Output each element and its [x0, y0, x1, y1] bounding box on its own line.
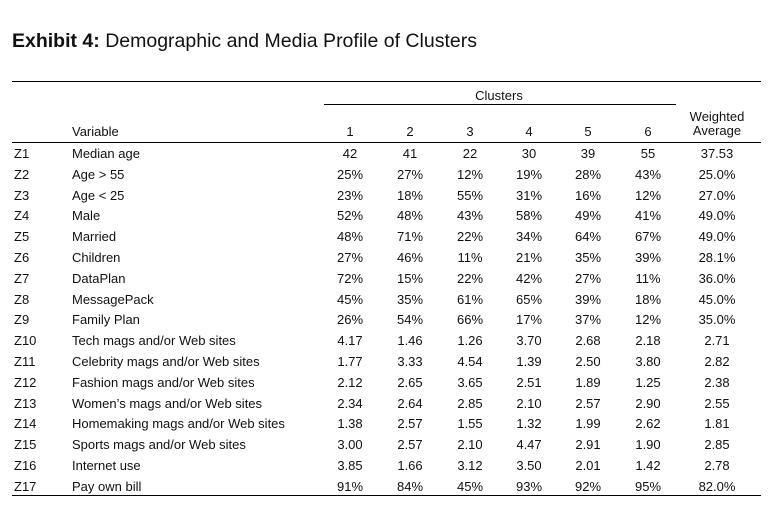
- cluster-header-4: 4: [525, 124, 533, 139]
- cluster-6-value: 95%: [634, 478, 662, 494]
- weighted-average-value: 1.81: [704, 416, 730, 432]
- header-bottom-rule: [12, 142, 761, 143]
- weighted-average-value: 35.0%: [698, 312, 736, 328]
- cluster-5-value: 64%: [574, 229, 602, 245]
- cluster-1-value: 2.34: [337, 395, 363, 411]
- cluster-3-value: 2.10: [457, 437, 483, 453]
- cluster-6-value: 39%: [634, 250, 662, 265]
- cluster-2-value: 2.65: [397, 374, 423, 390]
- cluster-5-value: 2.57: [575, 395, 601, 411]
- cluster-5-value: 92%: [574, 478, 602, 494]
- row-label: Family Plan: [72, 312, 140, 328]
- cluster-3-value: 4.54: [457, 354, 483, 369]
- cluster-1-value: 1.77: [337, 354, 363, 369]
- row-code: Z3: [14, 187, 30, 203]
- row-label: Median age: [72, 146, 140, 161]
- cluster-3-value: 12%: [456, 166, 484, 182]
- cluster-4-value: 1.39: [516, 354, 542, 369]
- cluster-1-value: 3.85: [337, 458, 363, 473]
- weighted-header-line1: Weighted: [689, 109, 745, 124]
- weighted-average-value: 2.38: [704, 374, 730, 390]
- cluster-2-value: 1.66: [397, 458, 423, 473]
- cluster-5-value: 27%: [574, 270, 602, 286]
- weighted-average-value: 36.0%: [698, 270, 736, 286]
- weighted-average-value: 2.71: [704, 333, 730, 349]
- cluster-6-value: 11%: [635, 270, 661, 286]
- cluster-1-value: 3.00: [337, 437, 363, 453]
- row-code: Z9: [14, 312, 30, 328]
- cluster-3-value: 1.55: [457, 416, 483, 432]
- weighted-average-value: 2.55: [704, 395, 730, 411]
- row-label: Internet use: [72, 458, 141, 473]
- cluster-5-value: 49%: [574, 208, 602, 224]
- cluster-2-value: 2.57: [397, 437, 423, 453]
- cluster-6-value: 2.62: [635, 416, 661, 432]
- cluster-1-value: 48%: [336, 229, 364, 245]
- exhibit-title: [12, 30, 477, 53]
- clusters-underline: [324, 104, 676, 105]
- cluster-3-value: 66%: [456, 312, 484, 328]
- row-code: Z14: [14, 416, 37, 432]
- cluster-2-value: 18%: [396, 187, 424, 203]
- cluster-5-value: 2.50: [575, 354, 601, 369]
- cluster-1-value: 72%: [336, 270, 364, 286]
- cluster-1-value: 2.12: [337, 374, 363, 390]
- cluster-2-value: 48%: [396, 208, 424, 224]
- cluster-3-value: 3.12: [457, 458, 483, 473]
- cluster-2-value: 46%: [396, 250, 424, 265]
- cluster-3-value: 22%: [456, 229, 484, 245]
- weighted-header-line2: Average: [692, 123, 742, 138]
- cluster-1-value: 4.17: [337, 333, 363, 349]
- cluster-1-value: 23%: [336, 187, 364, 203]
- cluster-2-value: 3.33: [397, 354, 423, 369]
- cluster-5-value: 39: [580, 146, 596, 161]
- cluster-4-value: 3.70: [516, 333, 542, 349]
- row-label: Homemaking mags and/or Web sites: [72, 416, 285, 432]
- cluster-5-value: 1.89: [575, 374, 601, 390]
- cluster-3-value: 61%: [456, 291, 484, 307]
- cluster-header-2: 2: [406, 124, 414, 139]
- cluster-4-value: 30: [521, 146, 537, 161]
- row-label: Male: [72, 208, 101, 224]
- cluster-5-value: 2.01: [575, 458, 601, 473]
- cluster-3-value: 43%: [456, 208, 484, 224]
- weighted-average-header: [680, 110, 754, 138]
- cluster-6-value: 1.90: [635, 437, 661, 453]
- cluster-5-value: 2.91: [575, 437, 601, 453]
- cluster-6-value: 12%: [634, 312, 662, 328]
- cluster-1-value: 26%: [336, 312, 364, 328]
- cluster-3-value: 22%: [456, 270, 484, 286]
- cluster-5-value: 39%: [574, 291, 602, 307]
- cluster-header-1: 1: [346, 124, 354, 139]
- cluster-6-value: 1.42: [635, 458, 661, 473]
- exhibit-caption: Demographic and Media Profile of Clusters: [105, 30, 477, 52]
- cluster-5-value: 35%: [574, 250, 602, 265]
- cluster-2-value: 27%: [396, 166, 424, 182]
- row-code: Z4: [14, 208, 30, 224]
- cluster-3-value: 1.26: [457, 333, 483, 349]
- cluster-6-value: 43%: [634, 166, 662, 182]
- cluster-3-value: 55%: [456, 187, 484, 203]
- row-code: Z7: [14, 270, 30, 286]
- cluster-1-value: 52%: [336, 208, 364, 224]
- cluster-2-value: 54%: [396, 312, 424, 328]
- cluster-4-value: 2.10: [516, 395, 542, 411]
- weighted-average-value: 28.1%: [698, 250, 736, 265]
- cluster-2-value: 1.46: [397, 333, 423, 349]
- cluster-5-value: 1.99: [575, 416, 601, 432]
- cluster-2-value: 2.64: [397, 395, 423, 411]
- cluster-3-value: 22: [462, 146, 478, 161]
- row-label: Age > 55: [72, 166, 125, 182]
- cluster-5-value: 37%: [574, 312, 602, 328]
- cluster-5-value: 16%: [574, 187, 602, 203]
- row-code: Z10: [14, 333, 37, 349]
- row-code: Z11: [14, 354, 36, 369]
- cluster-6-value: 18%: [634, 291, 662, 307]
- table-bottom-rule: [12, 495, 761, 496]
- row-code: Z5: [14, 229, 30, 245]
- table-top-rule: [12, 81, 761, 82]
- cluster-header-5: 5: [584, 124, 592, 139]
- cluster-4-value: 17%: [515, 312, 543, 328]
- row-code: Z16: [14, 458, 37, 473]
- cluster-1-value: 91%: [336, 478, 364, 494]
- cluster-6-value: 2.18: [635, 333, 661, 349]
- cluster-4-value: 58%: [515, 208, 543, 224]
- weighted-average-value: 37.53: [700, 146, 734, 161]
- cluster-4-value: 3.50: [516, 458, 542, 473]
- weighted-average-value: 82.0%: [698, 478, 736, 494]
- cluster-1-value: 25%: [336, 166, 364, 182]
- row-label: Married: [72, 229, 117, 245]
- cluster-2-value: 71%: [396, 229, 424, 245]
- row-label: Tech mags and/or Web sites: [72, 333, 236, 349]
- clusters-header: Clusters: [475, 88, 523, 103]
- cluster-6-value: 2.90: [635, 395, 661, 411]
- row-code: Z6: [14, 250, 30, 265]
- row-code: Z13: [14, 395, 37, 411]
- cluster-header-3: 3: [466, 124, 474, 139]
- row-code: Z1: [14, 146, 30, 161]
- variable-header: Variable: [72, 124, 119, 139]
- weighted-average-value: 27.0%: [698, 187, 736, 203]
- row-label: MessagePack: [72, 291, 154, 307]
- cluster-4-value: 65%: [515, 291, 543, 307]
- cluster-5-value: 28%: [574, 166, 602, 182]
- cluster-3-value: 11%: [457, 250, 483, 265]
- weighted-average-value: 45.0%: [698, 291, 736, 307]
- cluster-2-value: 84%: [396, 478, 424, 494]
- cluster-2-value: 2.57: [397, 416, 423, 432]
- row-code: Z8: [14, 291, 30, 307]
- row-label: Celebrity mags and/or Web sites: [72, 354, 260, 369]
- cluster-3-value: 3.65: [457, 374, 483, 390]
- row-label: Fashion mags and/or Web sites: [72, 374, 255, 390]
- cluster-5-value: 2.68: [575, 333, 601, 349]
- cluster-2-value: 35%: [396, 291, 424, 307]
- row-label: DataPlan: [72, 270, 126, 286]
- row-label: Age < 25: [72, 187, 125, 203]
- cluster-3-value: 2.85: [457, 395, 483, 411]
- cluster-6-value: 67%: [634, 229, 662, 245]
- cluster-1-value: 1.38: [337, 416, 363, 432]
- cluster-4-value: 31%: [515, 187, 543, 203]
- weighted-average-value: 2.78: [704, 458, 730, 473]
- row-code: Z2: [14, 166, 30, 182]
- cluster-header-6: 6: [644, 124, 652, 139]
- row-code: Z17: [14, 478, 37, 494]
- cluster-4-value: 1.32: [516, 416, 542, 432]
- cluster-4-value: 93%: [515, 478, 543, 494]
- weighted-average-value: 49.0%: [698, 208, 736, 224]
- cluster-6-value: 55: [640, 146, 656, 161]
- row-code: Z12: [14, 374, 37, 390]
- weighted-average-value: 2.82: [704, 354, 730, 369]
- cluster-1-value: 27%: [336, 250, 364, 265]
- weighted-average-value: 49.0%: [698, 229, 736, 245]
- cluster-6-value: 1.25: [635, 374, 661, 390]
- cluster-4-value: 4.47: [516, 437, 542, 453]
- cluster-2-value: 15%: [396, 270, 424, 286]
- cluster-1-value: 42: [342, 146, 358, 161]
- row-label: Children: [72, 250, 121, 265]
- row-label: Pay own bill: [72, 478, 142, 494]
- cluster-6-value: 3.80: [635, 354, 661, 369]
- row-label: Women’s mags and/or Web sites: [72, 395, 263, 411]
- cluster-4-value: 21%: [515, 250, 543, 265]
- cluster-3-value: 45%: [456, 478, 484, 494]
- cluster-4-value: 34%: [515, 229, 543, 245]
- cluster-2-value: 41: [402, 146, 418, 161]
- cluster-6-value: 41%: [634, 208, 662, 224]
- cluster-1-value: 45%: [336, 291, 364, 307]
- cluster-4-value: 19%: [515, 166, 543, 182]
- exhibit-number: Exhibit 4:: [12, 30, 100, 52]
- weighted-average-value: 2.85: [704, 437, 730, 453]
- row-label: Sports mags and/or Web sites: [72, 437, 246, 453]
- cluster-6-value: 12%: [634, 187, 662, 203]
- weighted-average-value: 25.0%: [698, 166, 736, 182]
- cluster-4-value: 2.51: [516, 374, 542, 390]
- row-code: Z15: [14, 437, 37, 453]
- cluster-4-value: 42%: [515, 270, 543, 286]
